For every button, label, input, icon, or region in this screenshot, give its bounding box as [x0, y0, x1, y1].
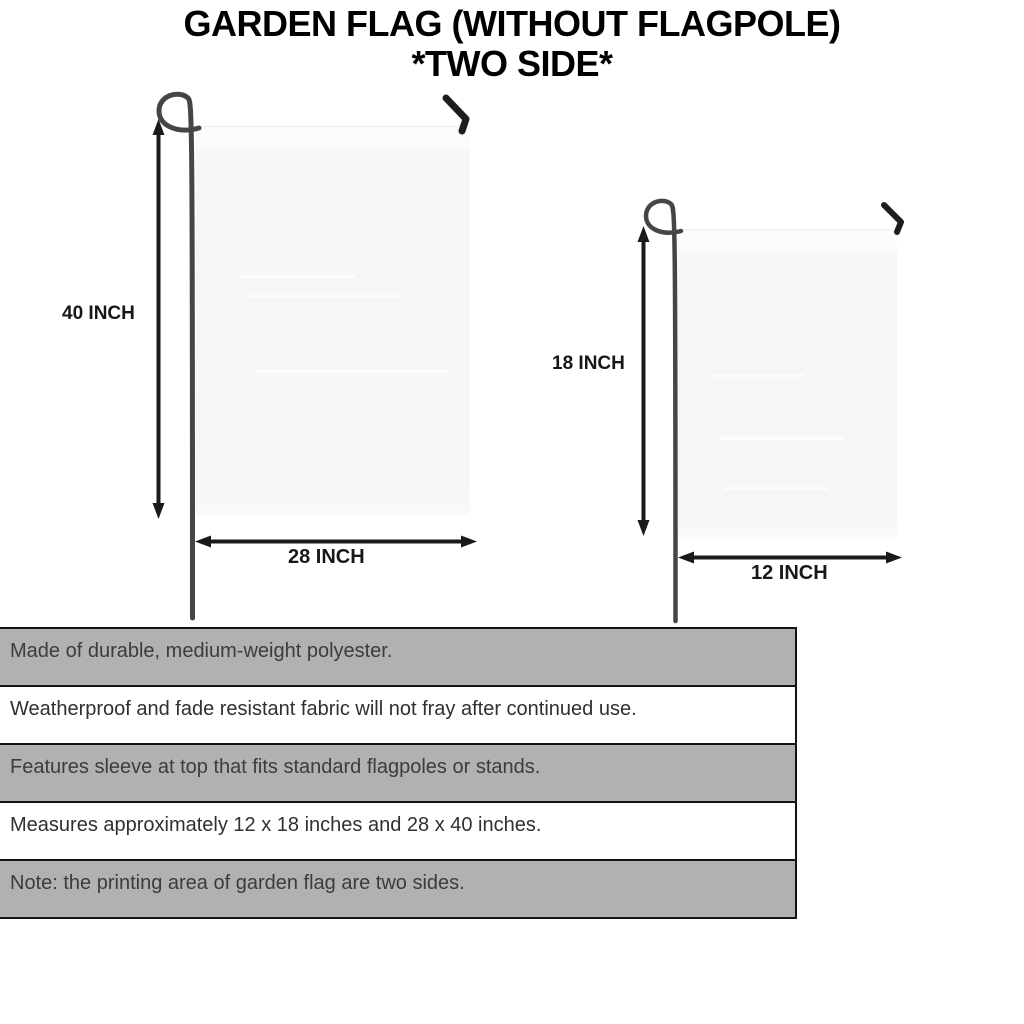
height-arrow-small-icon — [635, 225, 652, 537]
feature-row-note: Note: the printing area of garden flag are two sides. — [0, 859, 795, 917]
height-arrow-large-icon — [150, 118, 167, 520]
feature-row-material: Made of durable, medium-weight polyester. — [0, 627, 795, 685]
page-title-line1: GARDEN FLAG (WITHOUT FLAGPOLE) — [183, 3, 841, 44]
large-flag-height-label: 40 INCH — [62, 303, 135, 324]
page-title — [0, 4, 1024, 84]
flagpole-hook-icon — [446, 98, 466, 131]
small-flag-width-label: 12 INCH — [751, 562, 828, 584]
small-flag-height-label: 18 INCH — [552, 353, 625, 374]
page-title-line2: *TWO SIDE* — [411, 43, 613, 84]
feature-table — [0, 627, 797, 919]
large-flag-width-label: 28 INCH — [288, 546, 365, 568]
feature-row-measurements: Measures approximately 12 x 18 inches and 28 x 40 inches. — [0, 801, 795, 859]
flagpole-hook-icon — [884, 205, 901, 232]
feature-row-sleeve: Features sleeve at top that fits standard flagpoles or stands. — [0, 743, 795, 801]
feature-row-weatherproof: Weatherproof and fade resistant fabric will not fray after continued use. — [0, 685, 795, 743]
